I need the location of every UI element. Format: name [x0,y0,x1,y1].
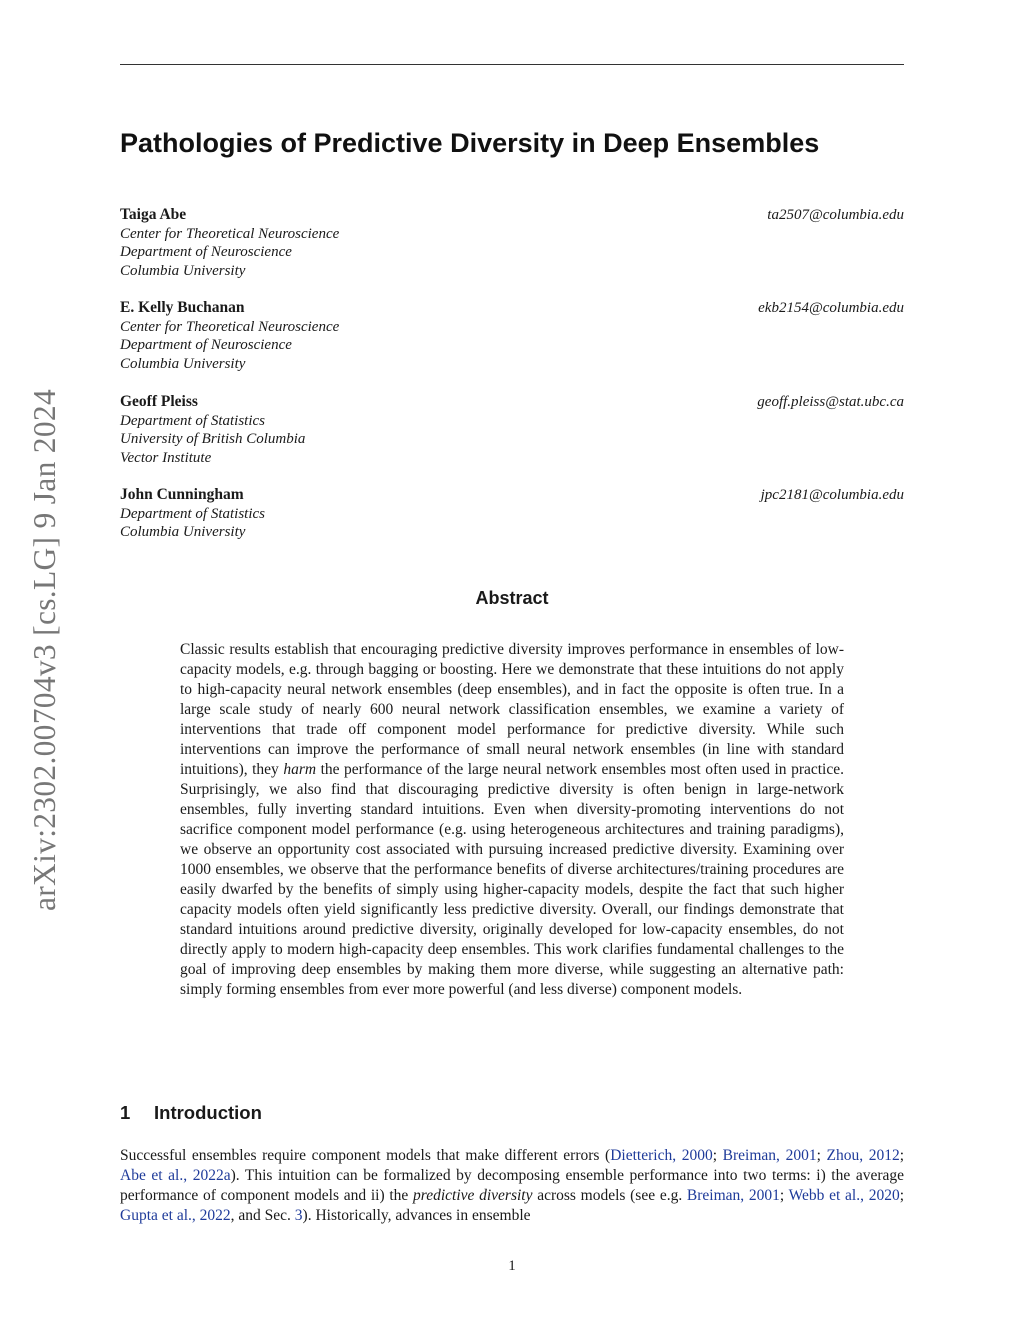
citation-link[interactable]: Zhou, 2012 [826,1147,900,1164]
citation-link[interactable]: Abe et al., 2022a [120,1167,231,1184]
author-name: Taiga Abe [120,206,187,223]
citation-link[interactable]: Gupta et al., 2022 [120,1207,231,1224]
author-email[interactable]: jpc2181@columbia.edu [760,487,904,503]
section-ref-link[interactable]: 3 [294,1207,303,1224]
arxiv-identifier[interactable]: arXiv:2302.00704v3 [cs.LG] 9 Jan 2024 [27,388,62,912]
intro-text: across models (see e.g. [537,1187,683,1204]
intro-text: ). This intuition can be formalized by decomposing ensemble performance into two terms: i) the average performance of component models and ii) the [120,1167,905,1204]
author-affiliation: Center for Theoretical Neuroscience [120,318,340,335]
author-affiliation: Columbia University [120,355,246,372]
author-affiliation: University of British Columbia [120,431,306,448]
author-affiliation: Columbia University [120,524,246,541]
citation-link[interactable]: Dietterich, 2000 [610,1147,713,1164]
author-block [120,486,904,542]
page-number: 1 [508,1258,516,1274]
author-affiliation: Department of Statistics [120,505,265,522]
author-name: E. Kelly Buchanan [120,299,245,316]
intro-text: Successful ensembles require component models that make different errors ( [120,1147,611,1164]
section-heading [120,1102,262,1124]
arxiv-stamp [22,370,68,930]
paper-title: Pathologies of Predictive Diversity in Deep Ensembles [120,128,820,158]
citation-link[interactable]: Breiman, 2001 [686,1187,780,1204]
intro-paragraph: Successful ensembles require component models that make different errors (Dietterich, 2000; Breiman, 2001; Zhou, 2012; Abe et al., 2022a). This intuition can be formalized by decomposing ensemble performance into two terms: i) the average performance of component models and ii) the predictive diversity across models (see e.g. Breiman, 2001; Webb et al., 2020; Gupta et al., 2022, and Sec. 3). Historically, advances in ensemble [120,1147,905,1224]
author-email[interactable]: ekb2154@columbia.edu [758,300,904,316]
header-rule [120,64,904,65]
author-email[interactable]: ta2507@columbia.edu [767,207,904,223]
author-affiliation: Department of Neuroscience [120,244,292,261]
intro-emphasis: predictive diversity [412,1187,533,1204]
abstract-text: the performance of the large neural network ensembles most often used in practice. Surprisingly, we also find that discouraging predictive diversity is often benign in large-network ensembles, fully inverting standard intuitions. Even when diversity-promoting interventions do not sacrifice component model performance (e.g. using heterogeneous architectures and training paradigms), we observe an opportunity cost associated with pursuing increased predictive diversity. Examining over 1000 ensembles, we observe that the performance benefits of diverse architectures/training procedures are easily dwarfed by the benefits of simply using higher-capacity models, despite the fact that such higher capacity models often yield significantly less predictive diversity. Overall, our findings demonstrate that standard intuitions around predictive diversity, originally developed for low-capacity ensembles, do not directly apply to modern high-capacity deep ensembles. This work clarifies fundamental challenges to the goal of improving deep ensembles by making them more diverse, while suggesting an alternative path: simply forming ensembles from ever more powerful (and less diverse) component models. [180,761,844,998]
intro-text: , and Sec. [230,1207,291,1224]
author-block [120,299,904,373]
author-name: John Cunningham [120,486,244,503]
author-block [120,393,904,467]
abstract-body [180,640,844,1000]
author-name: Geoff Pleiss [120,393,198,410]
abstract-text: Classic results establish that encouraging predictive diversity improves performance in ensembles of low-capacity models, e.g. through bagging or boosting. Here we demonstrate that these intuitions do not apply to high-capacity neural network ensembles (deep ensembles), and in fact the opposite is often true. In a large scale study of nearly 600 neural network classification ensembles, we examine a variety of interventions that trade off component model performance for predictive diversity. While such interventions can improve the performance of small neural network ensembles (in line with standard intuitions), they [180,641,844,778]
abstract-emphasis: harm [283,761,317,778]
author-affiliation: Center for Theoretical Neuroscience [120,225,340,242]
abstract-heading: Abstract [475,588,549,608]
author-affiliation: Columbia University [120,262,246,279]
author-email[interactable]: geoff.pleiss@stat.ubc.ca [757,394,904,410]
author-affiliation: Department of Neuroscience [120,337,292,354]
author-affiliation: Department of Statistics [120,412,265,429]
citation-link[interactable]: Webb et al., 2020 [788,1187,900,1204]
intro-text: ). Historically, advances in ensemble [302,1207,531,1224]
section-title: Introduction [154,1102,262,1123]
citation-link[interactable]: Breiman, 2001 [722,1147,817,1164]
author-affiliation: Vector Institute [120,449,212,466]
author-block [120,206,904,280]
section-number: 1 [120,1102,131,1123]
